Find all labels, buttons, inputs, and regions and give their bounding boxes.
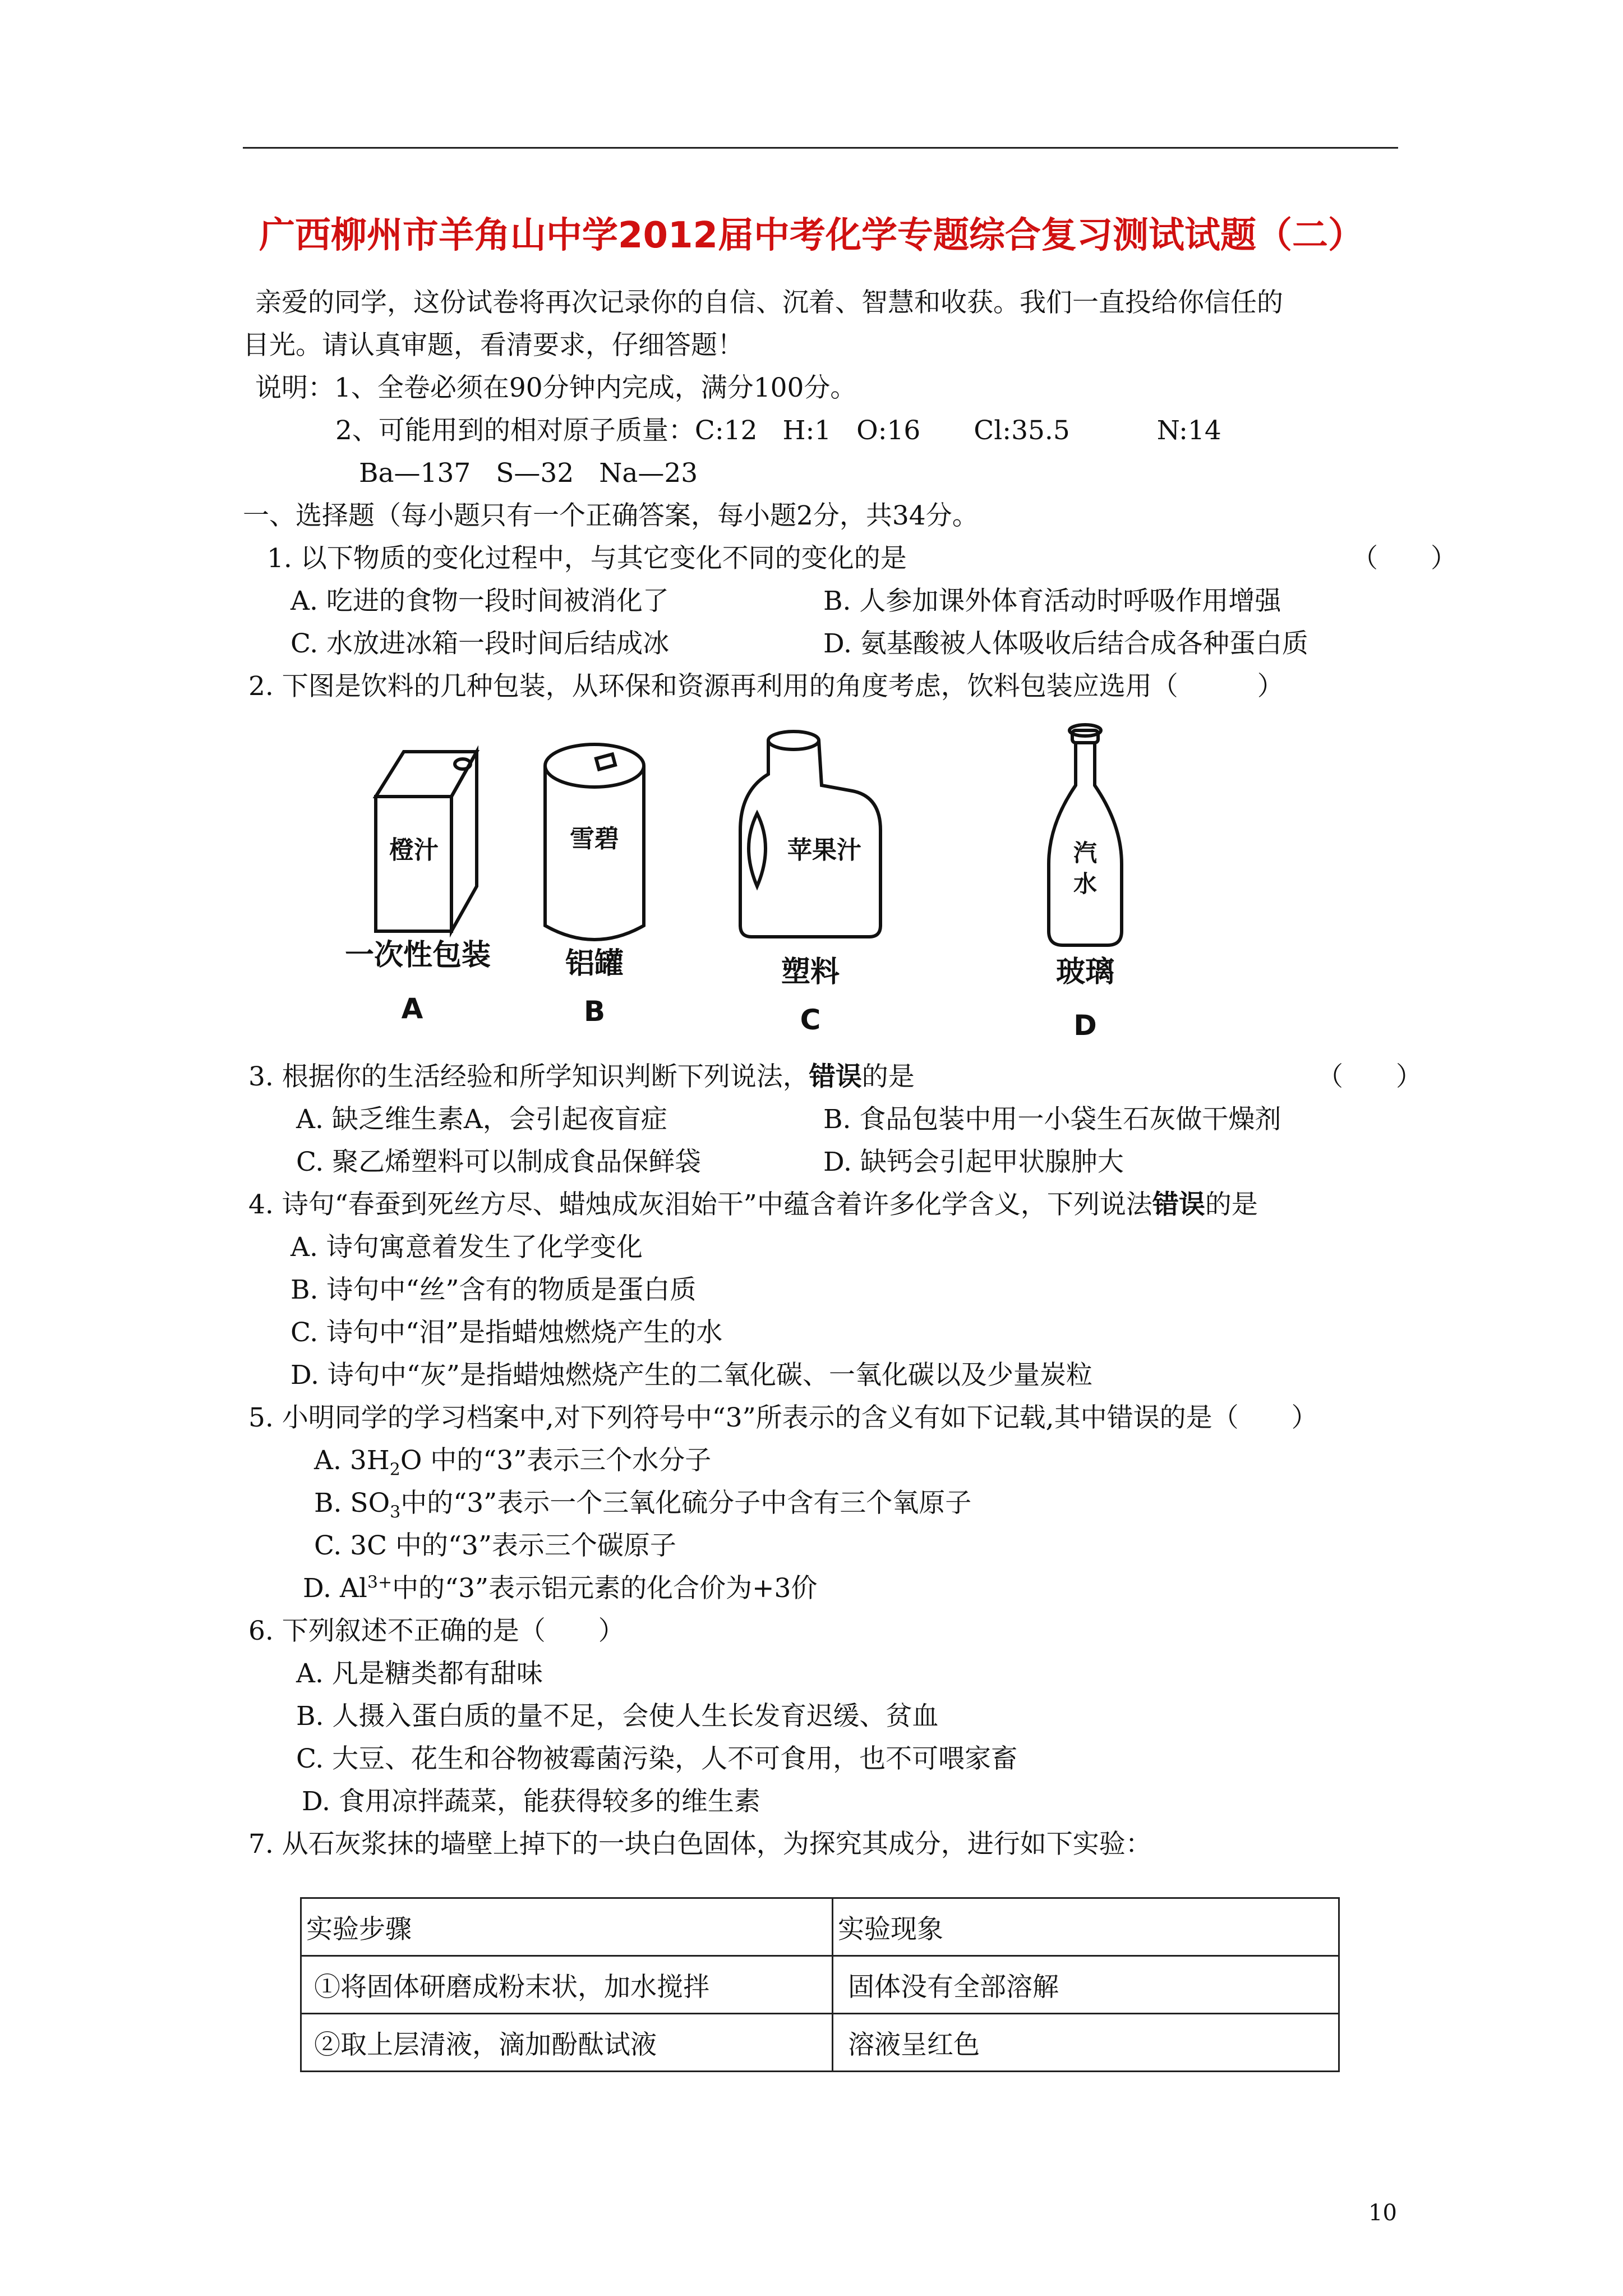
q4-option-b: B. 诗句中“丝”含有的物质是蛋白质 [291,1274,697,1305]
q4-emphasis: 错误 [1152,1189,1205,1220]
mass-n: N:14 [1156,415,1221,446]
caption-b: 铝罐 [565,947,624,981]
notes-label: 说明： [255,372,334,403]
q4-option-d: D. 诗句中“灰”是指蜡烛燃烧产生的二氧化碳、一氧化碳以及少量炭粒 [291,1360,1092,1391]
mass-cl: Cl:35.5 [974,415,1070,446]
q3-emphasis: 错误 [809,1061,862,1092]
q7-stem: 7. 从石灰浆抹的墙壁上掉下的一块白色固体，为探究其成分，进行如下实验： [248,1829,1152,1860]
caption-d: 玻璃 [1055,955,1115,989]
note-2-prefix: 2、可能用到的相对原子质量： [335,415,695,446]
mass-na: Na—23 [599,458,698,489]
mass-s: S—32 [496,458,574,489]
bottle-label-2: 水 [1073,870,1098,898]
plastic-jug [740,731,880,937]
header-phenomena: 实验现象 [833,1898,1339,1956]
bottle-label-1: 汽 [1073,839,1098,867]
q5-option-d [303,1572,817,1605]
q3-answer-paren: （ ） [1317,1061,1422,1092]
q3-stem [248,1060,915,1094]
table-row [301,2014,1339,2072]
q1-option-c: C. 水放进冰箱一段时间后结成冰 [291,628,670,659]
q2-packaging-figure [314,718,1391,1049]
row1-phenomenon: 固体没有全部溶解 [833,1956,1339,2014]
q5-a-post: O 中的“3”表示三个水分子 [400,1445,712,1476]
mass-c: C:12 [694,415,758,446]
document-title: 广西柳州市羊角山中学2012届中考化学专题综合复习测试试题（二） [259,215,1364,256]
can-label: 雪碧 [570,825,619,853]
q5-d-sup: 3+ [367,1572,393,1593]
caption-c: 塑料 [781,955,840,989]
mass-o: O:16 [856,415,921,446]
q5-option-c: C. 3C 中的“3”表示三个碳原子 [314,1530,676,1561]
note-2 [335,414,1221,448]
q5-a-sub: 2 [389,1460,400,1480]
q3-stem-end: 的是 [861,1061,915,1092]
q6-option-b: B. 人摄入蛋白质的量不足，会使人生长发育迟缓、贫血 [296,1701,939,1732]
q1-option-d: D. 氨基酸被人体吸收后结合成各种蛋白质 [823,628,1308,659]
row2-phenomenon: 溶液呈红色 [833,2014,1339,2072]
caption-a: 一次性包装 [344,938,491,972]
experiment-table [300,1897,1340,2072]
note-2-cont [359,457,698,490]
note-1-text: 1、全卷必须在90分钟内完成，满分100分。 [334,372,857,403]
carton-label: 橙汁 [389,836,439,864]
q2-stem: 2. 下图是饮料的几种包装，从环保和资源再利用的角度考虑，饮料包装应选用（ ） [248,671,1284,702]
q4-option-a: A. 诗句寓意着发生了化学变化 [291,1232,643,1263]
q4-stem [248,1188,1258,1222]
q5-b-sub: 3 [390,1502,401,1522]
intro-line-2: 目光。请认真审题，看清要求，仔细答题！ [243,330,744,361]
section-heading: 一、选择题（每小题只有一个正确答案，每小题2分，共34分。 [243,500,979,531]
q4-option-c: C. 诗句中“泪”是指蜡烛燃烧产生的水 [291,1317,723,1348]
letter-c: C [800,1004,821,1036]
q4-stem-text: 4. 诗句“春蚕到死丝方尽、蜡烛成灰泪始干”中蕴含着许多化学含义，下列说法 [248,1189,1152,1220]
table-row [301,1956,1339,2014]
q4-stem-end: 的是 [1205,1189,1258,1220]
q5-a-pre: A. 3H [314,1445,390,1476]
letter-b: B [583,995,606,1028]
q1-answer-paren: （ ） [1352,543,1457,574]
row2-step: ②取上层清液，滴加酚酞试液 [301,2014,833,2072]
q6-option-a: A. 凡是糖类都有甜味 [296,1658,543,1689]
jug-label: 苹果汁 [787,836,861,864]
intro-line-1: 亲爱的同学，这份试卷将再次记录你的自信、沉着、智慧和收获。我们一直投给你信任的 [255,287,1283,318]
q5-option-b [314,1487,971,1520]
q5-b-pre: B. SO [314,1488,390,1519]
q5-option-a [314,1444,711,1478]
row1-step: ①将固体研磨成粉末状，加水搅拌 [301,1956,833,2014]
mass-h: H:1 [782,415,832,446]
glass-bottle [1049,725,1122,945]
q5-d-pre: D. Al [303,1573,367,1604]
q3-option-c: C. 聚乙烯塑料可以制成食品保鲜袋 [296,1147,702,1177]
q6-stem: 6. 下列叙述不正确的是（ ） [248,1616,625,1646]
header-rule [243,147,1398,149]
q3-option-a: A. 缺乏维生素A，会引起夜盲症 [296,1104,667,1135]
q1-option-b: B. 人参加课外体育活动时呼吸作用增强 [823,586,1281,616]
q5-d-post: 中的“3”表示铝元素的化合价为+3价 [392,1573,818,1604]
q6-option-c: C. 大豆、花生和谷物被霉菌污染，人不可食用，也不可喂家畜 [296,1743,1018,1774]
q5-b-post: 中的“3”表示一个三氧化硫分子中含有三个氧原子 [400,1488,972,1519]
page-number: 10 [1368,2200,1397,2226]
mass-ba: Ba—137 [359,458,471,489]
header-steps: 实验步骤 [301,1898,833,1956]
q3-option-b: B. 食品包装中用一小袋生石灰做干燥剂 [823,1104,1281,1135]
note-1 [255,371,856,405]
q1-stem: 1. 以下物质的变化过程中，与其它变化不同的变化的是 [267,543,907,574]
q3-option-d: D. 缺钙会引起甲状腺肿大 [823,1147,1124,1177]
letter-d: D [1073,1009,1097,1042]
q5-stem: 5. 小明同学的学习档案中,对下列符号中“3”所表示的含义有如下记载,其中错误的是（ ） [248,1402,1318,1433]
q1-option-a: A. 吃进的食物一段时间被消化了 [291,586,669,616]
q6-option-d: D. 食用凉拌蔬菜，能获得较多的维生素 [302,1786,760,1817]
letter-a: A [401,992,423,1025]
q3-stem-text: 3. 根据你的生活经验和所学知识判断下列说法， [248,1061,809,1092]
packaging-illustration [314,718,1391,1049]
table-header-row [301,1898,1339,1956]
